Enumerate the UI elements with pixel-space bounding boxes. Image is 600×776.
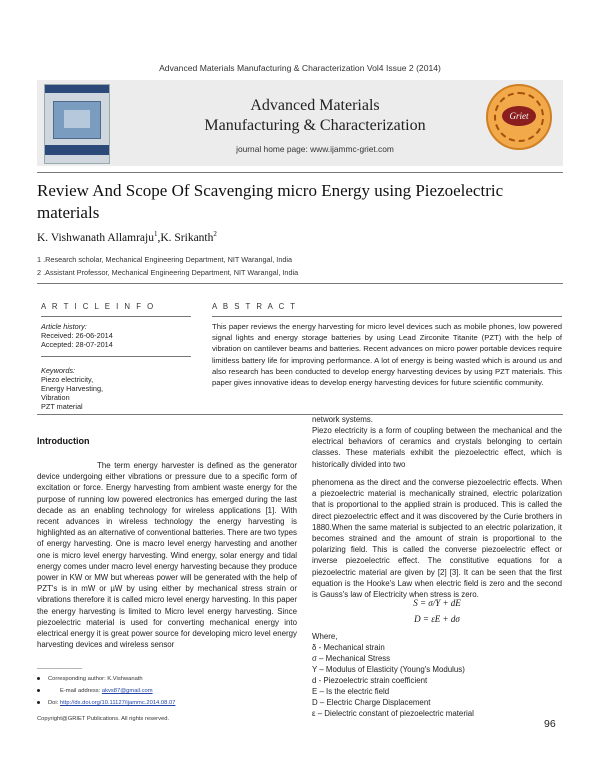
received-date: Received: 26-06-2014 [41, 331, 113, 340]
author-2: ,K. Srikanth [157, 231, 214, 244]
copyright-notice: Copyright@GRIET Publications. All rights reserved. [37, 716, 170, 722]
abstract-text: This paper reviews the energy harvesting for micro level devices such as mobile phones, low powered signal lights and energy storage batteries by using Lead Zirconite Titanite (PZT) with the help of vibration on cantilever beams and batteries. Recent advances on micro power portable devices require limitless battery life for improving performance. A lot of energy is being wasted which is around us and also research has been conducted to develop energy harvesting devices by using PZT materials. This paper gives innovative ideas to develop energy harvesting devices for future scientific community. [212, 322, 562, 388]
email-link[interactable]: akvs87@gmail.com [101, 688, 153, 694]
article-info-rule [41, 316, 191, 317]
email-label: E-mail address: [60, 688, 102, 694]
keywords-block [41, 366, 103, 411]
equation-1-text: S = σ/Y + dE [413, 598, 461, 608]
where-label: Where, [312, 632, 338, 641]
definition-item: ε – Dielectric constant of piezoelectric material [312, 709, 474, 718]
journal-homepage: journal home page: www.ijammc-griet.com [236, 144, 394, 154]
accepted-date: Accepted: 28-07-2014 [41, 340, 113, 349]
piezo-paragraph-1: Piezo electricity is a form of coupling between the mechanical and the electrical behaviors of ceramics and crystals belonging to certain classes. These materials exhibit the piezoelectric effect, which is historically divided into two [312, 426, 562, 469]
keyword-item: Piezo electricity, [41, 375, 94, 384]
equation-2 [312, 614, 562, 624]
keyword-item: Energy Harvesting, [41, 384, 104, 393]
page-number: 96 [544, 718, 556, 730]
corresponding-author: Corresponding author: K.Vishwanath [48, 676, 143, 682]
author-1-affil-mark: 1 [153, 230, 158, 238]
header-divider [37, 172, 563, 173]
journal-cover-image [44, 84, 110, 164]
footnote-email [37, 688, 153, 694]
abstract-heading: A B S T R A C T [212, 302, 298, 311]
article-title: Review And Scope Of Scavenging micro Energy using Piezoelectric materials [37, 181, 504, 222]
author-list [37, 230, 217, 244]
affiliation-1: 1 .Research scholar, Mechanical Engineering Department, NIT Warangal, India [37, 255, 293, 264]
right-column-top-line: network systems. [312, 415, 373, 424]
footnote-corresponding [37, 676, 143, 682]
introduction-heading: Introduction [37, 436, 90, 446]
logo-text: Griet [502, 106, 536, 126]
equation-1 [312, 598, 562, 608]
doi-label: Doi: [48, 700, 60, 706]
definition-item: δ - Mechanical strain [312, 643, 385, 652]
definition-item: E – Is the electric field [312, 687, 390, 696]
journal-title-line2: Manufacturing & Characterization [204, 117, 426, 134]
piezo-paragraph-2: phenomena as the direct and the converse piezoelectric effects. When a piezoelectric material is mechanically strained, electric polarization that is proportional to the applied strain is produced. This is called the direct piezoelectric effect and it was discovered by the Curie brothers in 1880.When the same material is subjected to an electric polarization, it becomes strained and the amount of strain is proportional to the polarizing field. This is called the converse piezoelectric effect or inverse piezoelectric effect. The constitutive equations for a piezoelectric material are given by [2] [3]. It can be seen that the first equation is the Hooke's Law when electric field is zero and the second is Gauss's law of Electricity when stress is zero. [312, 478, 562, 600]
history-label: Article history: [41, 322, 87, 331]
footnote-doi [37, 700, 175, 706]
journal-citation-line: Advanced Materials Manufacturing & Characterization Vol4 Issue 2 (2014) [159, 63, 441, 73]
introduction-paragraph: The term energy harvester is defined as the generator device undergoing either vibrations or pressure due to a specific form of excitation or force. Energy harvesting from ambient waste energy for the purpose of running low powered electronics has emerged during the last decade as an enabling technology for wireless applications [1]. With recent advances in wireless technology the energy harvesting is highlighted as an alternative of conventional batteries. There are two types of energy harvesting. One is macro level energy harvesting and another one is micro level energy harvesting. Wind energy, solar energy and tidal energy comes under macro level energy harvesting because they produce power in KW or MW but whereas power will be generated with the help of PZT's is in mW or µW by using either by mechanical stress strain or vibrations therefore it is called micro level energy harvesting. In this paper the energy harvesting is limited to Micro level energy harvesting. Since piezoelectric material is used for converting mechanical energy into electrical energy it is great power source for developing micro level energy harvesting devices and wireless sensor [37, 461, 297, 650]
keywords-label: Keywords: [41, 366, 76, 375]
definition-item: Y – Modulus of Elasticity (Young's Modulus) [312, 665, 465, 674]
affiliation-divider [37, 283, 563, 284]
history-rule [41, 356, 191, 357]
keyword-item: PZT material [41, 402, 83, 411]
article-history [41, 322, 113, 349]
definition-item: d - Piezoelectric strain coefficient [312, 676, 428, 685]
footnote-rule: ______________ [37, 664, 83, 670]
author-1: K. Vishwanath Allamraju [37, 231, 154, 244]
article-info-heading: A R T I C L E I N F O [41, 302, 156, 311]
journal-title [140, 96, 490, 136]
equation-2-text: D = εE + dσ [414, 614, 460, 624]
griet-logo-seal [486, 84, 552, 150]
author-2-affil-mark: 2 [213, 230, 217, 238]
definition-item: σ – Mechanical Stress [312, 654, 391, 663]
definition-item: D – Electric Charge Displacement [312, 698, 431, 707]
abstract-rule [212, 316, 562, 317]
symbol-definitions [312, 631, 562, 719]
doi-link[interactable]: http://dx.doi.org/10.11127/ijammc.2014.08.07 [59, 700, 176, 706]
journal-title-line1: Advanced Materials [250, 97, 380, 114]
keyword-item: Vibration [41, 393, 70, 402]
affiliation-2: 2 .Assistant Professor, Mechanical Engineering Department, NIT Warangal, India [37, 268, 299, 277]
